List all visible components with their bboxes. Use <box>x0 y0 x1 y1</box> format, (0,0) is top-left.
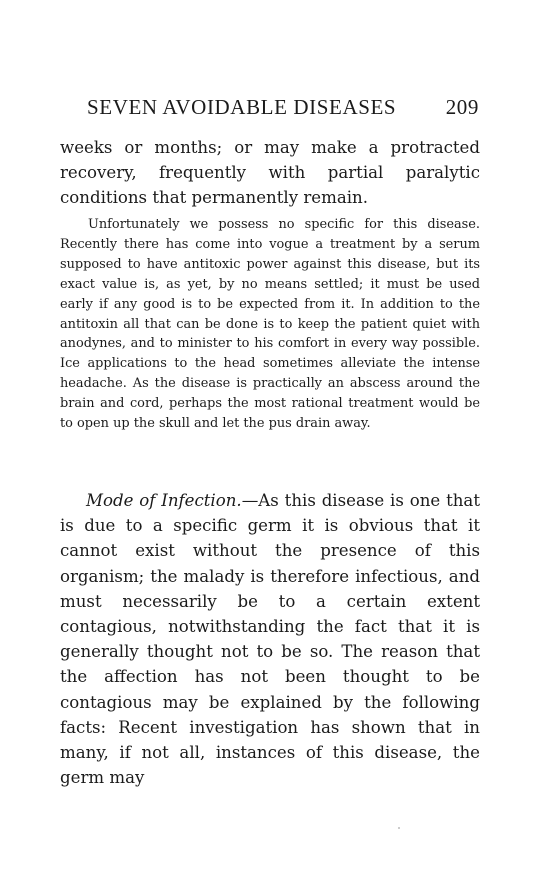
paper-speck <box>398 827 400 829</box>
page-number: 209 <box>445 95 479 119</box>
mode-of-infection-paragraph <box>60 488 480 790</box>
running-title: SEVEN AVOIDABLE DISEASES <box>87 95 397 119</box>
treatment-text: Unfortunately we possess no specific for this disease. Recently there has come into vogue a treatment by a serum supposed to have antitoxic power against this disease, but its exact value is, as yet, by no means settled; it must be used early if any good is to be expected from it. In addition to the antitoxin all that can be done is to keep the patient quiet with anodynes, and to minister to his comfort in every way possible. Ice applications to the head sometimes alleviate the intense headache. As the disease is practically an abscess around the brain and cord, perhaps the most rational treatment would be to open up the skull and let the pus drain away. <box>60 217 480 432</box>
treatment-paragraph <box>60 215 480 434</box>
opening-paragraph: weeks or months; or may make a protracted recovery, frequently with partial paralytic conditions that permanently remain. <box>60 138 480 207</box>
running-header <box>87 94 479 120</box>
mode-of-infection-text: As this disease is one that is due to a specific germ it is obvious that it cannot exist without the presence of this organism; the malady is therefore infectious, and must necessarily be to a certain extent contagious, notwithstanding the fact that it is generally thought not to be so. The reason that the affection has not been thought to be contagious may be explained by the following facts: Recent investigation has shown that in many, if not all, instances of this disease, the germ may <box>60 491 480 788</box>
heading-dash: — <box>241 491 259 510</box>
section-heading: Mode of Infection. <box>86 491 242 510</box>
